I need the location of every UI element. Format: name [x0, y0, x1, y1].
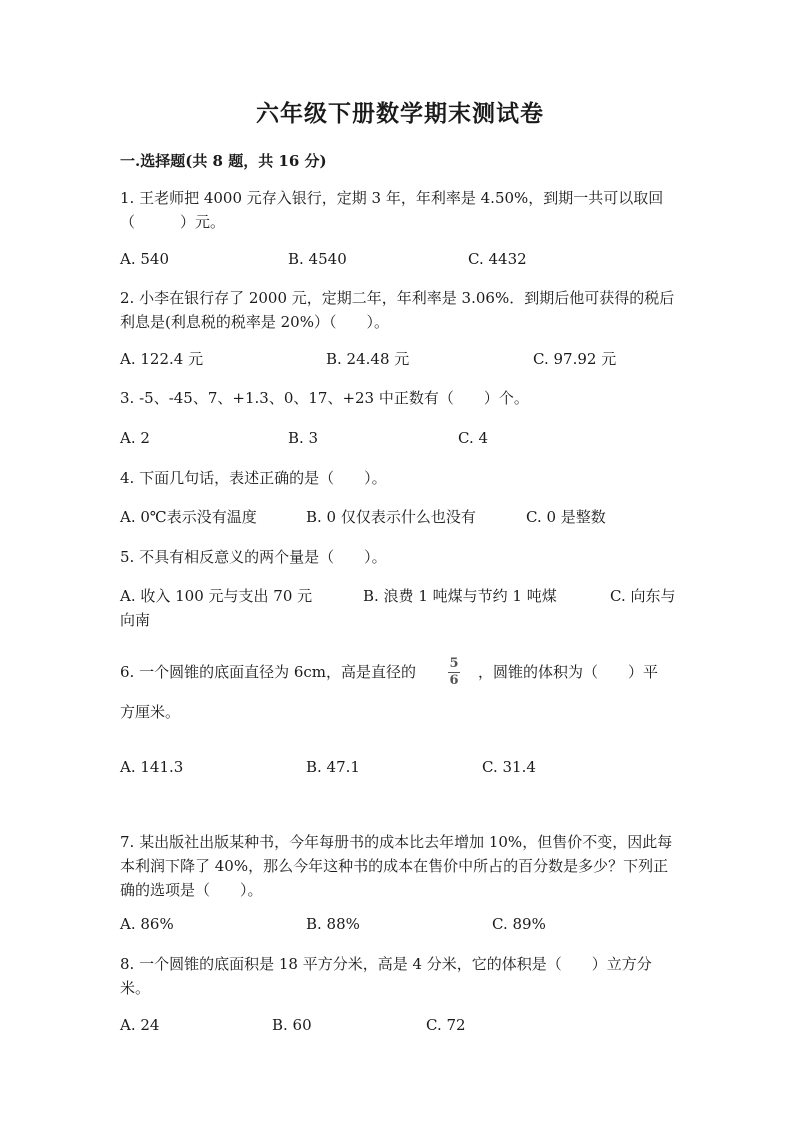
fraction-denominator: 6	[449, 673, 459, 688]
question-5: 5. 不具有相反意义的两个量是（ ）。	[120, 548, 387, 566]
option-a[interactable]: A. 收入 100 元与支出 70 元	[120, 587, 313, 605]
option-b[interactable]: B. 24.48 元	[326, 350, 410, 368]
question-2: 2. 小李在银行存了 2000 元，定期二年，年利率是 3.06%．到期后他可获得的税后利息是(利息税的税率是 20%）（ ）。	[120, 289, 675, 331]
option-c[interactable]: C. 4432	[468, 250, 527, 268]
option-b[interactable]: B. 浪费 1 吨煤与节约 1 吨煤	[363, 587, 557, 605]
option-b[interactable]: B. 88%	[306, 915, 360, 933]
question-8: 8. 一个圆锥的底面积是 18 平方分米，高是 4 分米，它的体积是（ ）立方分米。	[120, 955, 652, 997]
option-c[interactable]: C. 向东与	[610, 587, 676, 605]
option-b[interactable]: B. 3	[288, 429, 319, 447]
question-6-text-start: 6. 一个圆锥的底面直径为 6cm，高是直径的	[120, 663, 417, 681]
section-heading: 一.选择题(共 8 题，共 16 分)	[120, 152, 327, 170]
option-b[interactable]: B. 4540	[288, 250, 347, 268]
option-c[interactable]: C. 31.4	[482, 758, 536, 776]
question-4: 4. 下面几句话，表述正确的是（ ）。	[120, 469, 387, 487]
option-c[interactable]: C. 97.92 元	[533, 350, 617, 368]
option-a[interactable]: A. 2	[120, 429, 150, 447]
option-c[interactable]: C. 4	[458, 429, 489, 447]
question-6-text-cont: 方厘米。	[120, 703, 181, 721]
option-a[interactable]: A. 86%	[120, 915, 174, 933]
option-c[interactable]: C. 72	[426, 1016, 466, 1034]
option-c[interactable]: C. 0 是整数	[526, 508, 606, 526]
fraction-numerator: 5	[449, 656, 459, 671]
option-a[interactable]: A. 141.3	[120, 758, 184, 776]
question-1: 1. 王老师把 4000 元存入银行，定期 3 年，年利率是 4.50%，到期一共可以取回（ ）元。	[120, 189, 664, 231]
option-a[interactable]: A. 0℃表示没有温度	[120, 508, 257, 526]
question-3: 3. -5、-45、7、+1.3、0、17、+23 中正数有（ ）个。	[120, 389, 529, 407]
question-7: 7. 某出版社出版某种书，今年每册书的成本比去年增加 10%，但售价不变，因此每本利润下降了 40%，那么今年这种书的成本在售价中所占的百分数是多少？下列正确的选项是（ ）。	[120, 833, 673, 899]
question-6-text-end: ，圆锥的体积为（ ）平	[478, 663, 659, 681]
option-b[interactable]: B. 0 仅仅表示什么也没有	[306, 508, 476, 526]
page-title: 六年级下册数学期末测试卷	[256, 100, 544, 127]
option-b[interactable]: B. 47.1	[306, 758, 360, 776]
option-a[interactable]: A. 24	[120, 1016, 160, 1034]
option-a[interactable]: A. 540	[120, 250, 169, 268]
fraction	[448, 657, 460, 688]
option-c[interactable]: C. 89%	[492, 915, 546, 933]
option-b[interactable]: B. 60	[272, 1016, 312, 1034]
option-a[interactable]: A. 122.4 元	[120, 350, 204, 368]
option-c-continued: 向南	[120, 611, 151, 629]
